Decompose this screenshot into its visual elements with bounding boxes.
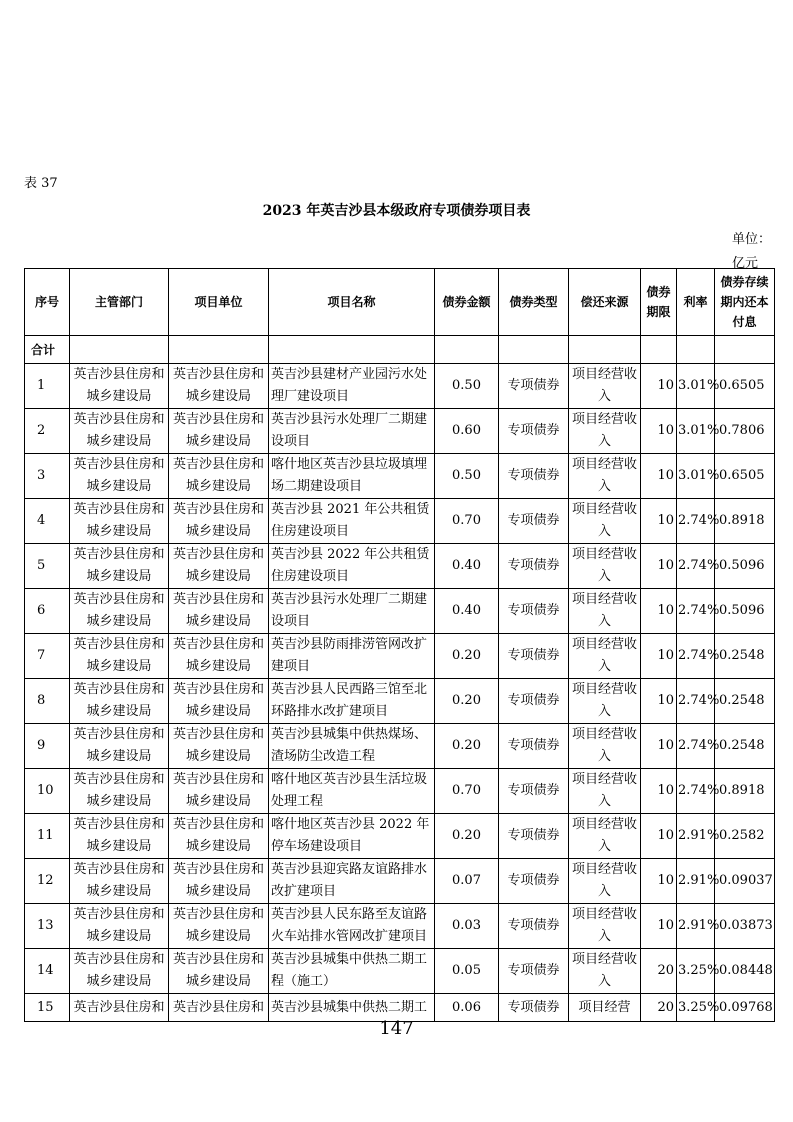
cell-term: 10 [641, 589, 677, 634]
header-unit: 项目单位 [169, 269, 269, 336]
cell-bond-type: 专项债券 [499, 364, 569, 409]
cell-bond-type: 专项债券 [499, 949, 569, 994]
table-row [25, 904, 775, 949]
cell-bond-type: 专项债券 [499, 499, 569, 544]
cell-unit: 英吉沙县住房和城乡建设局 [169, 679, 269, 724]
cell-term: 10 [641, 679, 677, 724]
cell-seq: 11 [25, 814, 70, 859]
cell-project-name: 喀什地区英吉沙县 2022 年停车场建设项目 [269, 814, 435, 859]
header-type: 债券类型 [499, 269, 569, 336]
cell-dept: 英吉沙县住房和城乡建设局 [70, 679, 169, 724]
total-empty-cell [569, 336, 641, 364]
cell-unit: 英吉沙县住房和城乡建设局 [169, 724, 269, 769]
cell-dept: 英吉沙县住房和城乡建设局 [70, 724, 169, 769]
cell-seq: 6 [25, 589, 70, 634]
page-number: 147 [379, 1018, 414, 1039]
cell-repay-source: 项目经营收入 [569, 949, 641, 994]
total-label: 合计 [25, 336, 70, 364]
cell-bond-type: 专项债券 [499, 814, 569, 859]
table-row [25, 724, 775, 769]
cell-project-name: 喀什地区英吉沙县垃圾填埋场二期建设项目 [269, 454, 435, 499]
cell-repay-source: 项目经营 [569, 994, 641, 1022]
cell-unit: 英吉沙县住房和城乡建设局 [169, 499, 269, 544]
cell-rate: 3.25% [677, 994, 715, 1022]
cell-project-name: 英吉沙县城集中供热煤场、渣场防尘改造工程 [269, 724, 435, 769]
total-empty-cell [169, 336, 269, 364]
cell-bond-type: 专项债券 [499, 724, 569, 769]
total-empty-cell [499, 336, 569, 364]
cell-repay-source: 项目经营收入 [569, 364, 641, 409]
cell-term: 10 [641, 364, 677, 409]
table-row [25, 634, 775, 679]
cell-project-name: 英吉沙县迎宾路友谊路排水改扩建项目 [269, 859, 435, 904]
cell-unit: 英吉沙县住房和 [169, 994, 269, 1022]
cell-seq: 1 [25, 364, 70, 409]
cell-unit: 英吉沙县住房和城乡建设局 [169, 589, 269, 634]
cell-repay-source: 项目经营收入 [569, 634, 641, 679]
cell-bond-type: 专项债券 [499, 769, 569, 814]
cell-term: 10 [641, 814, 677, 859]
cell-interest: 0.09037 [715, 859, 775, 904]
header-source: 偿还来源 [569, 269, 641, 336]
cell-project-name: 英吉沙县防雨排涝管网改扩建项目 [269, 634, 435, 679]
cell-project-name: 英吉沙县 2021 年公共租赁住房建设项目 [269, 499, 435, 544]
cell-interest: 0.03873 [715, 904, 775, 949]
cell-repay-source: 项目经营收入 [569, 904, 641, 949]
cell-rate: 3.25% [677, 949, 715, 994]
total-empty-cell [715, 336, 775, 364]
cell-amount: 0.70 [435, 769, 499, 814]
total-empty-cell [70, 336, 169, 364]
header-seq: 序号 [25, 269, 70, 336]
cell-repay-source: 项目经营收入 [569, 769, 641, 814]
cell-amount: 0.05 [435, 949, 499, 994]
cell-term: 20 [641, 949, 677, 994]
cell-repay-source: 项目经营收入 [569, 814, 641, 859]
cell-amount: 0.20 [435, 634, 499, 679]
header-interest: 债券存续期内还本付息 [715, 269, 775, 336]
cell-amount: 0.50 [435, 364, 499, 409]
cell-unit: 英吉沙县住房和城乡建设局 [169, 769, 269, 814]
cell-dept: 英吉沙县住房和 [70, 994, 169, 1022]
total-empty-cell [269, 336, 435, 364]
cell-rate: 2.91% [677, 814, 715, 859]
cell-dept: 英吉沙县住房和城乡建设局 [70, 454, 169, 499]
cell-interest: 0.6505 [715, 454, 775, 499]
cell-amount: 0.70 [435, 499, 499, 544]
cell-project-name: 英吉沙县人民东路至友谊路火车站排水管网改扩建项目 [269, 904, 435, 949]
cell-rate: 2.74% [677, 634, 715, 679]
table-row [25, 859, 775, 904]
table-row [25, 814, 775, 859]
cell-rate: 2.74% [677, 724, 715, 769]
total-empty-cell [641, 336, 677, 364]
cell-term: 10 [641, 544, 677, 589]
cell-dept: 英吉沙县住房和城乡建设局 [70, 904, 169, 949]
cell-seq: 3 [25, 454, 70, 499]
cell-amount: 0.50 [435, 454, 499, 499]
cell-unit: 英吉沙县住房和城乡建设局 [169, 454, 269, 499]
cell-bond-type: 专项债券 [499, 904, 569, 949]
cell-dept: 英吉沙县住房和城乡建设局 [70, 949, 169, 994]
cell-bond-type: 专项债券 [499, 589, 569, 634]
cell-dept: 英吉沙县住房和城乡建设局 [70, 859, 169, 904]
cell-amount: 0.20 [435, 814, 499, 859]
cell-bond-type: 专项债券 [499, 679, 569, 724]
cell-amount: 0.20 [435, 724, 499, 769]
cell-amount: 0.06 [435, 994, 499, 1022]
cell-amount: 0.20 [435, 679, 499, 724]
cell-project-name: 英吉沙县 2022 年公共租赁住房建设项目 [269, 544, 435, 589]
cell-interest: 0.8918 [715, 499, 775, 544]
cell-dept: 英吉沙县住房和城乡建设局 [70, 769, 169, 814]
cell-seq: 10 [25, 769, 70, 814]
table-row [25, 679, 775, 724]
cell-seq: 7 [25, 634, 70, 679]
table-row [25, 769, 775, 814]
table-row [25, 409, 775, 454]
cell-repay-source: 项目经营收入 [569, 544, 641, 589]
cell-interest: 0.6505 [715, 364, 775, 409]
header-amount: 债券金额 [435, 269, 499, 336]
cell-amount: 0.60 [435, 409, 499, 454]
cell-seq: 12 [25, 859, 70, 904]
special-bond-table [24, 268, 775, 1022]
cell-bond-type: 专项债券 [499, 544, 569, 589]
header-name: 项目名称 [269, 269, 435, 336]
cell-interest: 0.5096 [715, 589, 775, 634]
cell-term: 10 [641, 724, 677, 769]
cell-rate: 3.01% [677, 364, 715, 409]
cell-repay-source: 项目经营收入 [569, 454, 641, 499]
cell-unit: 英吉沙县住房和城乡建设局 [169, 904, 269, 949]
cell-dept: 英吉沙县住房和城乡建设局 [70, 409, 169, 454]
cell-project-name: 英吉沙县人民西路三馆至北环路排水改扩建项目 [269, 679, 435, 724]
cell-project-name: 喀什地区英吉沙县生活垃圾处理工程 [269, 769, 435, 814]
cell-seq: 4 [25, 499, 70, 544]
cell-amount: 0.40 [435, 544, 499, 589]
cell-repay-source: 项目经营收入 [569, 859, 641, 904]
cell-amount: 0.03 [435, 904, 499, 949]
cell-interest: 0.7806 [715, 409, 775, 454]
cell-rate: 2.74% [677, 679, 715, 724]
cell-interest: 0.2548 [715, 679, 775, 724]
cell-seq: 8 [25, 679, 70, 724]
header-row [25, 269, 775, 336]
cell-interest: 0.2548 [715, 634, 775, 679]
cell-interest: 0.09768 [715, 994, 775, 1022]
header-term: 债券期限 [641, 269, 677, 336]
cell-project-name: 英吉沙县城集中供热二期工 [269, 994, 435, 1022]
cell-repay-source: 项目经营收入 [569, 499, 641, 544]
cell-amount: 0.07 [435, 859, 499, 904]
cell-interest: 0.5096 [715, 544, 775, 589]
cell-term: 10 [641, 769, 677, 814]
cell-seq: 5 [25, 544, 70, 589]
cell-interest: 0.2548 [715, 724, 775, 769]
cell-unit: 英吉沙县住房和城乡建设局 [169, 949, 269, 994]
header-rate: 利率 [677, 269, 715, 336]
cell-rate: 2.74% [677, 589, 715, 634]
table-row [25, 499, 775, 544]
cell-seq: 2 [25, 409, 70, 454]
cell-rate: 3.01% [677, 409, 715, 454]
unit-label: 单位：亿元 [732, 232, 772, 271]
table-title: 2023 年英吉沙县本级政府专项债券项目表 [262, 203, 531, 219]
cell-unit: 英吉沙县住房和城乡建设局 [169, 634, 269, 679]
cell-bond-type: 专项债券 [499, 859, 569, 904]
total-empty-cell [435, 336, 499, 364]
cell-term: 10 [641, 634, 677, 679]
cell-unit: 英吉沙县住房和城乡建设局 [169, 409, 269, 454]
total-row [25, 336, 775, 364]
cell-rate: 2.91% [677, 859, 715, 904]
table-row [25, 544, 775, 589]
cell-interest: 0.08448 [715, 949, 775, 994]
cell-bond-type: 专项债券 [499, 454, 569, 499]
cell-dept: 英吉沙县住房和城乡建设局 [70, 364, 169, 409]
cell-interest: 0.8918 [715, 769, 775, 814]
header-dept: 主管部门 [70, 269, 169, 336]
cell-rate: 2.74% [677, 499, 715, 544]
cell-unit: 英吉沙县住房和城乡建设局 [169, 544, 269, 589]
cell-amount: 0.40 [435, 589, 499, 634]
cell-seq: 9 [25, 724, 70, 769]
cell-term: 10 [641, 904, 677, 949]
cell-bond-type: 专项债券 [499, 994, 569, 1022]
cell-repay-source: 项目经营收入 [569, 589, 641, 634]
cell-project-name: 英吉沙县污水处理厂二期建设项目 [269, 589, 435, 634]
cell-repay-source: 项目经营收入 [569, 724, 641, 769]
cell-project-name: 英吉沙县城集中供热二期工程（施工） [269, 949, 435, 994]
cell-dept: 英吉沙县住房和城乡建设局 [70, 589, 169, 634]
cell-project-name: 英吉沙县建材产业园污水处理厂建设项目 [269, 364, 435, 409]
cell-bond-type: 专项债券 [499, 634, 569, 679]
cell-seq: 15 [25, 994, 70, 1022]
cell-dept: 英吉沙县住房和城乡建设局 [70, 544, 169, 589]
cell-repay-source: 项目经营收入 [569, 679, 641, 724]
cell-term: 10 [641, 499, 677, 544]
cell-dept: 英吉沙县住房和城乡建设局 [70, 814, 169, 859]
cell-interest: 0.2582 [715, 814, 775, 859]
cell-rate: 2.74% [677, 769, 715, 814]
table-row [25, 589, 775, 634]
cell-dept: 英吉沙县住房和城乡建设局 [70, 499, 169, 544]
table-row [25, 364, 775, 409]
cell-term: 10 [641, 454, 677, 499]
total-empty-cell [677, 336, 715, 364]
cell-term: 20 [641, 994, 677, 1022]
cell-rate: 3.01% [677, 454, 715, 499]
cell-bond-type: 专项债券 [499, 409, 569, 454]
cell-repay-source: 项目经营收入 [569, 409, 641, 454]
cell-seq: 14 [25, 949, 70, 994]
cell-unit: 英吉沙县住房和城乡建设局 [169, 364, 269, 409]
cell-project-name: 英吉沙县污水处理厂二期建设项目 [269, 409, 435, 454]
cell-term: 10 [641, 859, 677, 904]
cell-unit: 英吉沙县住房和城乡建设局 [169, 814, 269, 859]
cell-rate: 2.74% [677, 544, 715, 589]
cell-dept: 英吉沙县住房和城乡建设局 [70, 634, 169, 679]
cell-rate: 2.91% [677, 904, 715, 949]
table-row [25, 454, 775, 499]
cell-seq: 13 [25, 904, 70, 949]
cell-unit: 英吉沙县住房和城乡建设局 [169, 859, 269, 904]
cell-term: 10 [641, 409, 677, 454]
table-row [25, 949, 775, 994]
table-number: 表 37 [24, 176, 58, 191]
